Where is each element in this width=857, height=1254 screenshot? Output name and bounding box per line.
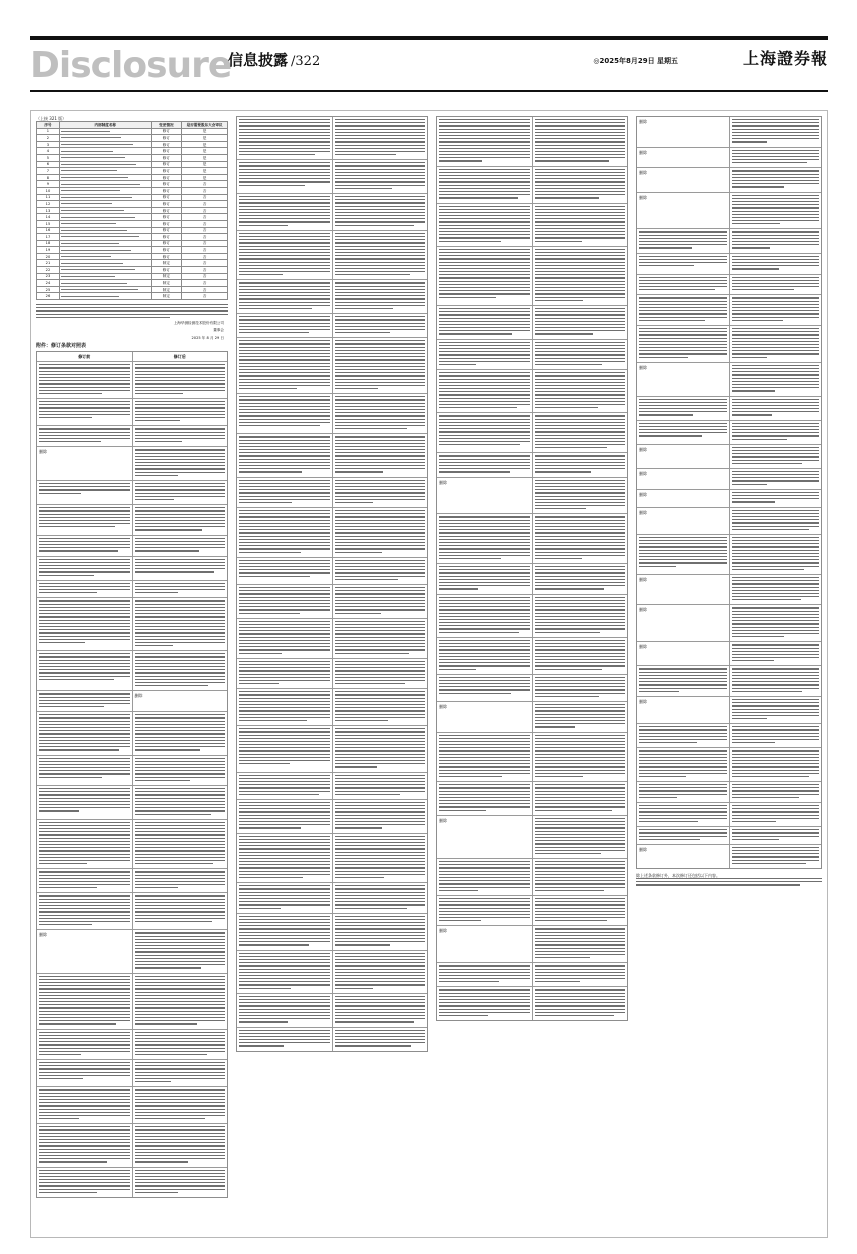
compare-row xyxy=(37,974,227,1030)
date-mark-icon: ◎ xyxy=(593,57,600,65)
row-name xyxy=(59,280,151,287)
compare-row xyxy=(637,490,821,508)
row-index: 2 xyxy=(37,135,60,142)
compare-row xyxy=(237,689,427,726)
deleted-label: 删除 xyxy=(639,149,647,155)
row-name xyxy=(59,247,151,254)
compare-row xyxy=(437,340,627,371)
table-row xyxy=(37,247,228,254)
compare-row xyxy=(637,469,821,490)
row-change: 修订 xyxy=(151,187,182,194)
compare-row xyxy=(637,748,821,782)
row-index: 1 xyxy=(37,128,60,135)
compare-row xyxy=(437,963,627,987)
row-index: 20 xyxy=(37,253,60,260)
row-name xyxy=(59,227,151,234)
row-index: 7 xyxy=(37,168,60,175)
compare-row xyxy=(437,204,627,247)
compare-row xyxy=(237,834,427,884)
row-index: 22 xyxy=(37,267,60,274)
compare-row xyxy=(437,564,627,595)
row-index: 10 xyxy=(37,187,60,194)
compare-row xyxy=(37,869,227,893)
disclosure-brand: Disclosure xyxy=(30,45,232,86)
compare-row xyxy=(37,820,227,870)
deleted-label: 删除 xyxy=(39,932,47,938)
table-row xyxy=(37,214,228,221)
compare-row xyxy=(237,914,427,951)
column-2 xyxy=(236,116,428,1234)
compare-row xyxy=(637,168,821,192)
row-name xyxy=(59,135,151,142)
compare-row xyxy=(237,800,427,834)
compare-row xyxy=(437,816,627,859)
row-name xyxy=(59,214,151,221)
compare-row xyxy=(637,642,821,666)
row-approval: 否 xyxy=(182,234,228,241)
row-index: 25 xyxy=(37,286,60,293)
row-name xyxy=(59,253,151,260)
compare-row xyxy=(37,362,227,399)
row-name xyxy=(59,267,151,274)
deleted-label: 删除 xyxy=(39,449,47,455)
compare-row xyxy=(237,726,427,772)
date-text: 2025年8月29日 星期五 xyxy=(599,57,678,65)
table-row xyxy=(37,234,228,241)
compare-row xyxy=(437,702,627,733)
row-index: 16 xyxy=(37,227,60,234)
issue-date xyxy=(593,56,678,66)
compare-row xyxy=(37,1124,227,1167)
column-4 xyxy=(636,116,822,1234)
table-row xyxy=(37,135,228,142)
compare-row xyxy=(37,786,227,820)
table-row xyxy=(37,280,228,287)
row-approval: 是 xyxy=(182,135,228,142)
deleted-label: 删除 xyxy=(439,817,447,823)
compare-row xyxy=(37,1060,227,1087)
row-name xyxy=(59,128,151,135)
compare-row xyxy=(237,478,427,509)
compare-row xyxy=(237,659,427,690)
compare-row xyxy=(237,585,427,619)
row-index: 21 xyxy=(37,260,60,267)
table-row xyxy=(37,253,228,260)
compare-row xyxy=(237,883,427,914)
row-name xyxy=(59,187,151,194)
deleted-label: 删除 xyxy=(639,446,647,452)
deleted-label: 删除 xyxy=(639,119,647,124)
attachment-title: 附件：修订条款对照表 xyxy=(36,343,87,350)
compare-row xyxy=(437,306,627,340)
row-index: 14 xyxy=(37,214,60,221)
compare-row xyxy=(237,231,427,281)
row-name xyxy=(59,207,151,214)
row-change: 修订 xyxy=(151,267,182,274)
compare-row xyxy=(37,399,227,426)
row-name xyxy=(59,174,151,181)
row-approval: 否 xyxy=(182,240,228,247)
compare-row xyxy=(37,536,227,557)
row-approval: 否 xyxy=(182,187,228,194)
row-change: 修订 xyxy=(151,174,182,181)
row-change: 制定 xyxy=(151,280,182,287)
compare-row xyxy=(437,453,627,477)
row-index: 3 xyxy=(37,141,60,148)
table-row xyxy=(37,194,228,201)
compare-row xyxy=(437,595,627,638)
deleted-label: 删除 xyxy=(639,644,647,650)
closing-text: 除上述条款修订外，本次修订还包括以下内容。 xyxy=(636,873,720,878)
compare-row xyxy=(437,987,627,1020)
deleted-label: 删除 xyxy=(439,704,447,709)
row-change: 修订 xyxy=(151,168,182,175)
row-index: 26 xyxy=(37,293,60,300)
row-approval: 是 xyxy=(182,128,228,135)
compare-row xyxy=(37,581,227,599)
row-approval: 否 xyxy=(182,267,228,274)
table-row xyxy=(37,201,228,208)
row-approval: 否 xyxy=(182,260,228,267)
column-1 xyxy=(36,116,228,1234)
section-title xyxy=(228,50,320,72)
table-row xyxy=(37,207,228,214)
row-approval: 否 xyxy=(182,201,228,208)
continued-label: （上接 321 版） xyxy=(36,116,67,121)
table-row xyxy=(37,267,228,274)
compare-row xyxy=(637,827,821,845)
row-approval: 否 xyxy=(182,280,228,287)
compare-row xyxy=(637,575,821,606)
compare-row xyxy=(237,1028,427,1051)
compare-row xyxy=(637,193,821,230)
row-index: 18 xyxy=(37,240,60,247)
table-row xyxy=(37,148,228,155)
table-row xyxy=(37,260,228,267)
row-name xyxy=(59,260,151,267)
signature-board: 董事会 xyxy=(213,328,224,333)
row-index: 15 xyxy=(37,220,60,227)
compare-row xyxy=(437,117,627,167)
row-change: 修订 xyxy=(151,201,182,208)
table-row xyxy=(37,240,228,247)
row-change: 修订 xyxy=(151,227,182,234)
table-row xyxy=(37,161,228,168)
compare-row xyxy=(437,675,627,702)
compare-row xyxy=(637,363,821,397)
deleted-label: 删除 xyxy=(439,928,447,934)
compare-row xyxy=(37,481,227,505)
compare-row xyxy=(237,338,427,394)
deleted-label: 删除 xyxy=(639,170,647,176)
compare-row xyxy=(437,859,627,896)
compare-row xyxy=(637,724,821,748)
compare-row xyxy=(37,598,227,651)
row-index: 12 xyxy=(37,201,60,208)
table-row xyxy=(37,220,228,227)
compare-row xyxy=(637,803,821,827)
compare-row xyxy=(237,994,427,1028)
compare-row xyxy=(237,160,427,194)
row-approval: 否 xyxy=(182,293,228,300)
compare-row xyxy=(37,1087,227,1124)
compare-row xyxy=(637,666,821,697)
row-approval: 是 xyxy=(182,174,228,181)
compare-row xyxy=(637,508,821,535)
row-approval: 是 xyxy=(182,141,228,148)
row-change: 修订 xyxy=(151,247,182,254)
compare-row xyxy=(37,712,227,755)
compare-row xyxy=(637,445,821,469)
row-name xyxy=(59,273,151,280)
row-index: 5 xyxy=(37,154,60,161)
row-change: 制定 xyxy=(151,260,182,267)
compare-row xyxy=(237,117,427,160)
row-index: 19 xyxy=(37,247,60,254)
deleted-label: 删除 xyxy=(639,491,647,497)
table-row xyxy=(37,141,228,148)
row-change: 修订 xyxy=(151,253,182,260)
row-index: 4 xyxy=(37,148,60,155)
bylaws-table xyxy=(36,121,228,300)
row-change: 修订 xyxy=(151,135,182,142)
row-change: 修订 xyxy=(151,240,182,247)
compare-row xyxy=(437,782,627,816)
compare-row xyxy=(37,1168,227,1198)
th-index: 序号 xyxy=(37,122,60,129)
masthead xyxy=(30,44,828,88)
compare-row xyxy=(37,930,227,973)
table-row xyxy=(37,154,228,161)
row-approval: 是 xyxy=(182,148,228,155)
compare-row xyxy=(637,326,821,363)
row-name xyxy=(59,293,151,300)
compare-table-2 xyxy=(236,116,428,1052)
compare-head-before: 修订前 xyxy=(78,354,91,360)
compare-row xyxy=(637,782,821,803)
table-row xyxy=(37,286,228,293)
th-name: 内部制度名称 xyxy=(59,122,151,129)
row-name xyxy=(59,148,151,155)
page-number: /322 xyxy=(291,54,321,69)
row-change: 修订 xyxy=(151,234,182,241)
deleted-label: 删除 xyxy=(639,364,647,370)
table-row xyxy=(37,273,228,280)
notice-paragraph xyxy=(36,304,228,318)
compare-row xyxy=(237,314,427,338)
compare-row xyxy=(637,697,821,724)
row-approval: 否 xyxy=(182,247,228,254)
row-approval: 否 xyxy=(182,227,228,234)
compare-row xyxy=(437,896,627,927)
row-index: 11 xyxy=(37,194,60,201)
row-name xyxy=(59,168,151,175)
header-bottom-rule xyxy=(30,90,828,92)
row-change: 修订 xyxy=(151,161,182,168)
row-name xyxy=(59,201,151,208)
row-change: 修订 xyxy=(151,154,182,161)
compare-row xyxy=(637,295,821,326)
compare-row xyxy=(637,117,821,148)
compare-row xyxy=(437,167,627,204)
compare-row xyxy=(237,280,427,314)
deleted-label: 删除 xyxy=(639,846,647,852)
compare-row xyxy=(237,558,427,585)
row-change: 制定 xyxy=(151,286,182,293)
row-change: 修订 xyxy=(151,141,182,148)
row-approval: 否 xyxy=(182,194,228,201)
row-approval: 否 xyxy=(182,214,228,221)
deleted-label: 删除 xyxy=(639,194,647,200)
row-index: 24 xyxy=(37,280,60,287)
row-approval: 否 xyxy=(182,207,228,214)
compare-row xyxy=(37,691,227,712)
compare-row xyxy=(437,413,627,453)
compare-row xyxy=(637,148,821,169)
table-row xyxy=(37,128,228,135)
compare-row xyxy=(237,434,427,477)
row-name xyxy=(59,240,151,247)
compare-row xyxy=(437,926,627,963)
signature-date: 2025 年 8 月 29 日 xyxy=(191,335,224,340)
row-approval: 否 xyxy=(182,286,228,293)
row-change: 修订 xyxy=(151,194,182,201)
row-approval: 是 xyxy=(182,154,228,161)
table-row xyxy=(37,293,228,300)
row-name xyxy=(59,220,151,227)
row-change: 制定 xyxy=(151,293,182,300)
compare-table-4 xyxy=(636,116,822,869)
compare-row xyxy=(637,397,821,421)
compare-row xyxy=(637,535,821,575)
row-approval: 否 xyxy=(182,273,228,280)
table-row xyxy=(37,227,228,234)
compare-row xyxy=(437,733,627,783)
row-index: 23 xyxy=(37,273,60,280)
row-name xyxy=(59,194,151,201)
compare-row xyxy=(237,619,427,659)
table-row xyxy=(37,181,228,188)
row-index: 13 xyxy=(37,207,60,214)
row-approval: 是 xyxy=(182,168,228,175)
compare-head-after: 修订后 xyxy=(132,352,228,361)
table-row xyxy=(37,174,228,181)
row-name xyxy=(59,286,151,293)
newspaper-logo: 上海證券報 xyxy=(742,49,828,68)
row-approval: 否 xyxy=(182,253,228,260)
compare-row xyxy=(637,275,821,296)
compare-row xyxy=(237,394,427,434)
deleted-label: 删除 xyxy=(639,509,647,515)
compare-table-1 xyxy=(36,351,228,1198)
compare-row xyxy=(237,951,427,994)
compare-table-3 xyxy=(436,116,628,1021)
row-change: 修订 xyxy=(151,214,182,221)
th-approval: 是否需要股东大会审议 xyxy=(182,122,228,129)
compare-row xyxy=(437,478,627,515)
compare-row xyxy=(637,605,821,642)
compare-row xyxy=(37,426,227,447)
compare-row xyxy=(437,638,627,675)
row-name xyxy=(59,161,151,168)
row-index: 6 xyxy=(37,161,60,168)
compare-row xyxy=(237,508,427,558)
row-approval: 是 xyxy=(182,161,228,168)
column-3 xyxy=(436,116,628,1234)
row-index: 9 xyxy=(37,181,60,188)
deleted-label: 删除 xyxy=(639,576,647,582)
row-approval: 否 xyxy=(182,220,228,227)
section-name: 信息披露 xyxy=(228,51,289,69)
compare-row xyxy=(37,651,227,691)
row-approval: 否 xyxy=(182,181,228,188)
compare-row xyxy=(37,447,227,481)
deleted-label: 删除 xyxy=(639,698,647,704)
row-name xyxy=(59,141,151,148)
compare-row xyxy=(637,254,821,275)
deleted-label: 删除 xyxy=(134,693,143,699)
compare-row xyxy=(237,194,427,231)
row-name xyxy=(59,234,151,241)
th-change: 变更情况 xyxy=(151,122,182,129)
compare-row xyxy=(37,756,227,787)
compare-row xyxy=(437,247,627,306)
table-row xyxy=(37,168,228,175)
row-change: 修订 xyxy=(151,128,182,135)
header-top-rule xyxy=(30,36,828,40)
compare-row xyxy=(637,229,821,253)
row-change: 修订 xyxy=(151,207,182,214)
row-change: 修订 xyxy=(151,220,182,227)
row-name xyxy=(59,154,151,161)
row-change: 修订 xyxy=(151,148,182,155)
deleted-label: 删除 xyxy=(639,470,647,476)
compare-row xyxy=(437,514,627,564)
deleted-label: 删除 xyxy=(439,479,447,485)
compare-row xyxy=(637,845,821,868)
deleted-label: 删除 xyxy=(639,607,647,613)
compare-row xyxy=(437,370,627,413)
row-change: 修订 xyxy=(151,181,182,188)
row-index: 8 xyxy=(37,174,60,181)
row-name xyxy=(59,181,151,188)
compare-row xyxy=(37,1030,227,1061)
signature-company: 上海华测检测技术股份有限公司 xyxy=(173,320,224,325)
closing-paragraph xyxy=(636,873,822,886)
row-index: 17 xyxy=(37,234,60,241)
table-row xyxy=(37,187,228,194)
compare-row xyxy=(37,557,227,581)
compare-row xyxy=(37,505,227,536)
compare-row xyxy=(237,773,427,800)
compare-row xyxy=(637,421,821,445)
row-change: 制定 xyxy=(151,273,182,280)
compare-row xyxy=(37,893,227,930)
